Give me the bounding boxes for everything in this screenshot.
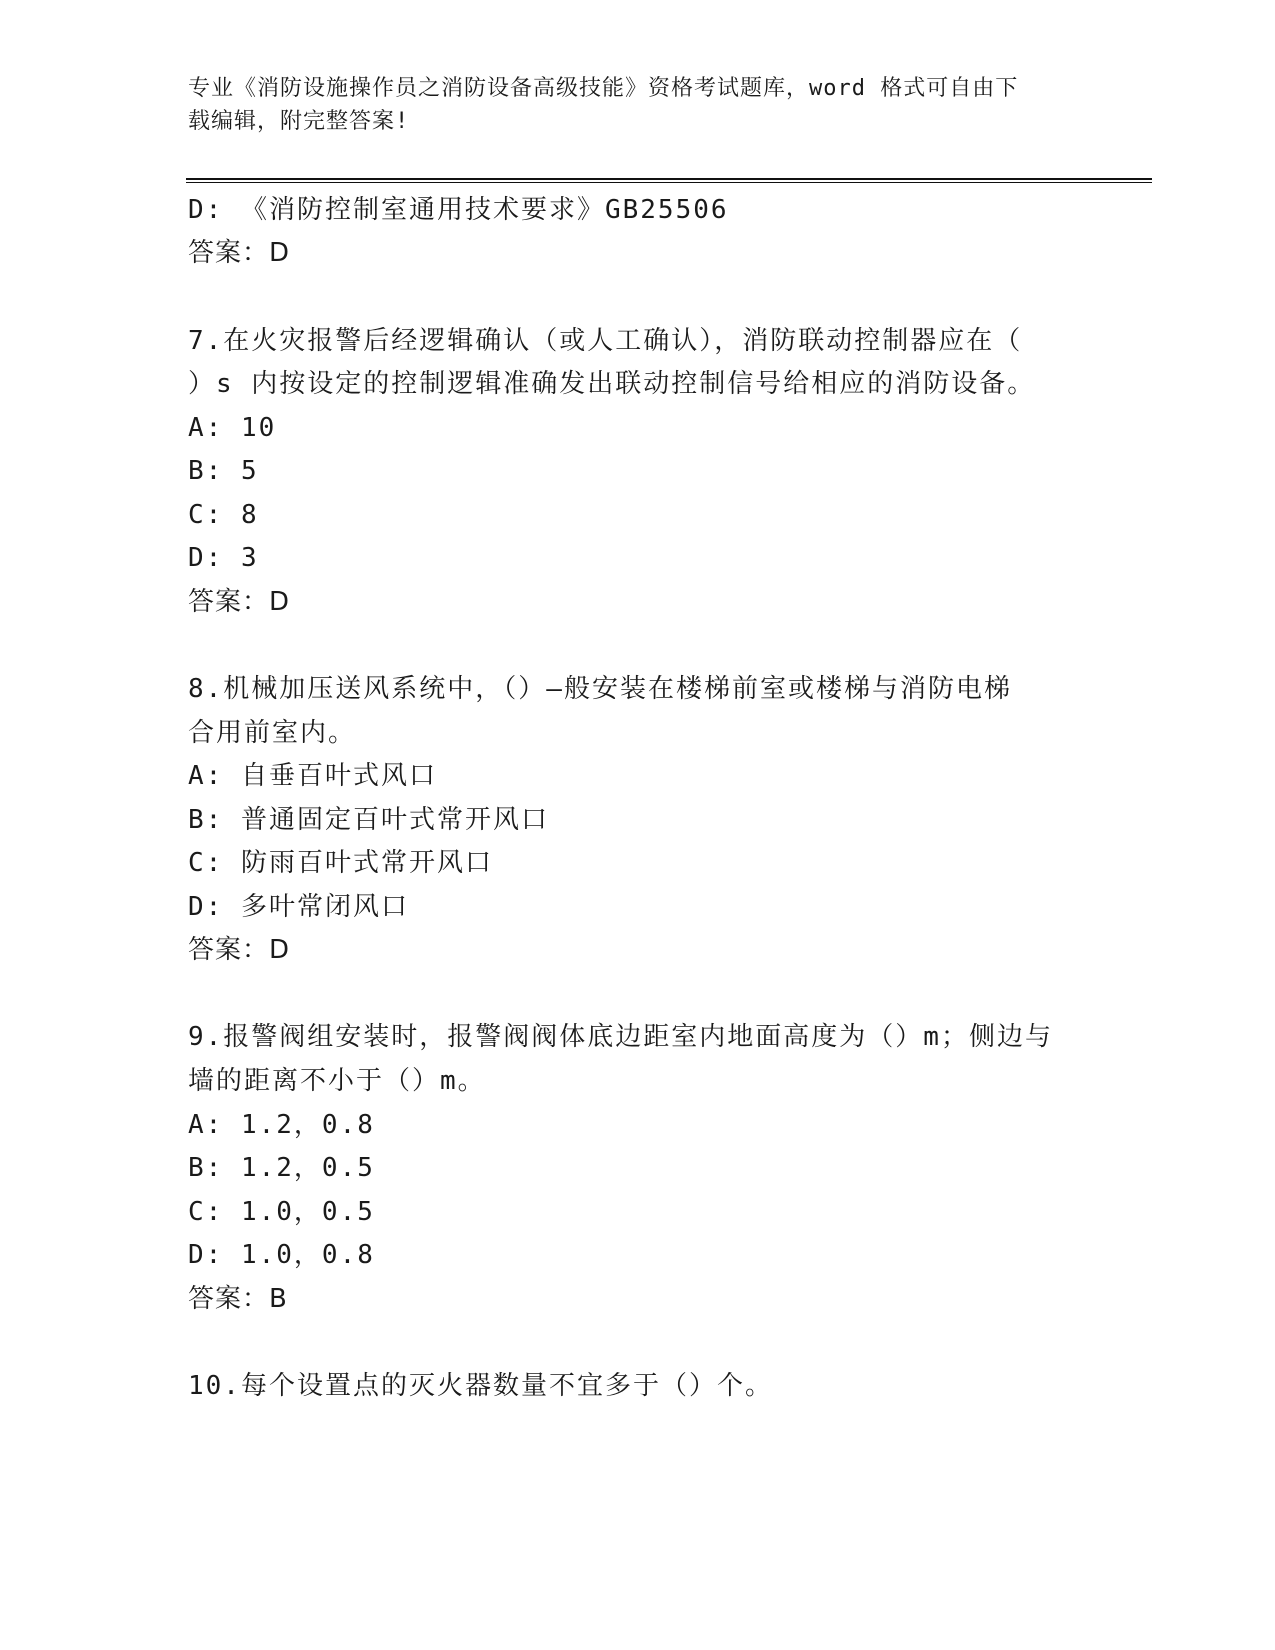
question-7-answer: 答案：D: [188, 587, 291, 617]
header-line-2: 载编辑，附完整答案!: [188, 109, 410, 134]
question-7-text-line-2: ）s 内按设定的控制逻辑准确发出联动控制信号给相应的消防设备。: [188, 369, 1036, 399]
question-7-option-b: B: 5: [188, 456, 259, 486]
prev-question-option-d: D: 《消防控制室通用技术要求》GB25506: [188, 195, 729, 225]
question-7-option-c: C: 8: [188, 500, 259, 530]
question-10-text-line-1: 10.每个设置点的灭火器数量不宜多于（）个。: [188, 1371, 773, 1401]
question-9-option-d: D: 1.0，0.8: [188, 1240, 375, 1270]
question-9-text-line-1: 9.报警阀组安装时，报警阀阀体底边距室内地面高度为（）m；侧边与: [188, 1022, 1053, 1052]
question-8-option-a: A: 自垂百叶式风口: [188, 761, 437, 791]
page-header: [188, 72, 1088, 138]
prev-question-answer: 答案：D: [188, 238, 291, 268]
header-divider-thin: [186, 182, 1152, 183]
question-9-text-line-2: 墙的距离不小于（）m。: [188, 1066, 486, 1096]
question-9-option-c: C: 1.0，0.5: [188, 1197, 375, 1227]
question-8-answer: 答案：D: [188, 935, 291, 965]
question-9-option-b: B: 1.2，0.5: [188, 1153, 375, 1183]
question-9-answer: 答案：B: [188, 1284, 288, 1314]
question-8-option-d: D: 多叶常闭风口: [188, 892, 409, 922]
question-7-option-a: A: 10: [188, 413, 277, 443]
header-line-1: 专业《消防设施操作员之消防设备高级技能》资格考试题库，word 格式可自由下: [188, 76, 1019, 101]
question-8-text-line-1: 8.机械加压送风系统中，（）—般安装在楼梯前室或楼梯与消防电梯: [188, 674, 1012, 704]
header-divider-thick: [186, 178, 1152, 180]
question-8-option-b: B: 普通固定百叶式常开风口: [188, 805, 549, 835]
question-9-option-a: A: 1.2，0.8: [188, 1110, 375, 1140]
question-7-option-d: D: 3: [188, 543, 259, 573]
question-8-text-line-2: 合用前室内。: [188, 718, 357, 748]
question-7-text-line-1: 7.在火灾报警后经逻辑确认（或人工确认），消防联动控制器应在（: [188, 326, 1023, 356]
question-8-option-c: C: 防雨百叶式常开风口: [188, 848, 493, 878]
